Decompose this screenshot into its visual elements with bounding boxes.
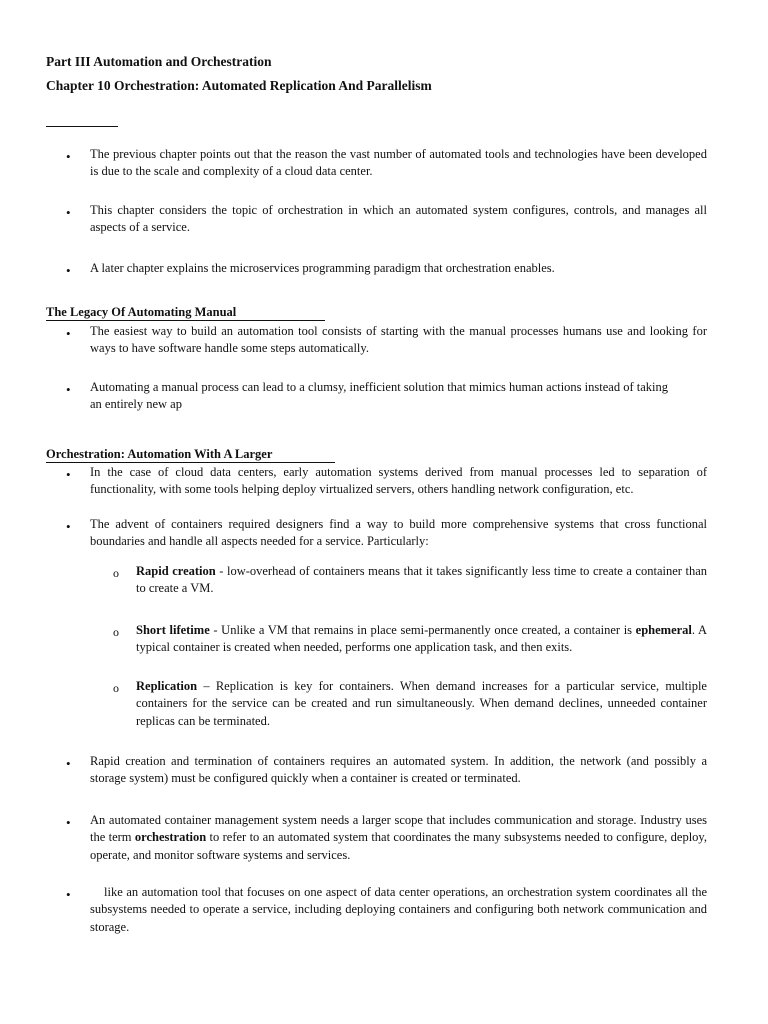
sub-bullet-text: - Unlike a VM that remains in place semi-permanently once created, a container is	[209, 623, 636, 637]
term-replication: Replication	[136, 679, 198, 693]
part-title: Part III Automation and Orchestration	[46, 54, 272, 69]
legacy-bullet-1: The easiest way to build an automation tool consists of starting with the manual processes humans use and looking for ways to have software handle some steps automatically.	[90, 324, 707, 356]
sub-bullet-replication	[136, 678, 707, 730]
sub-bullet-text: - low-overhead of containers means that it takes significantly less time to create a container than to create a VM.	[136, 564, 707, 596]
sub-bullet-text: – Replication is key for containers. When demand increases for a particular service, multiple containers for the service can be created and run simultaneously. When demand declines, unneeded container replicas can be terminated.	[136, 679, 707, 728]
term-ephemeral: ephemeral	[635, 623, 692, 637]
sub-bullet-rapid-creation	[136, 563, 707, 598]
bullet-marker: •	[66, 815, 71, 830]
intro-bullet-1: The previous chapter points out that the reason the vast number of automated tools and technologies have been developed is due to the scale and complexity of a cloud data center.	[90, 147, 707, 179]
orchestration-bullet-2: The advent of containers required designers find a way to build more comprehensive systems that cross functional boundaries and handle all aspects needed for a service. Particularly:	[90, 517, 707, 549]
orchestration-bullet-4	[90, 812, 707, 864]
bullet-text: An automated container management system needs a larger scope that includes communication and storage. Industry uses the term	[90, 813, 707, 845]
bullet-text: like an automation tool that focuses on one aspect of data center operations, an orchestration system coordinates all the subsystems needed to operate a service, including deploying containers and configuring both network communication and storage.	[90, 885, 707, 934]
bullet-marker: •	[66, 467, 71, 482]
bullet-marker: •	[66, 756, 71, 771]
section-heading-orchestration: Orchestration: Automation With A Larger	[46, 447, 273, 461]
bullet-marker: •	[66, 382, 71, 397]
orchestration-bullet-3: Rapid creation and termination of containers requires an automated system. In addition, the network (and possibly a storage system) must be configured quickly when a container is created or terminated.	[90, 754, 707, 786]
bullet-marker: •	[66, 263, 71, 278]
heading-underline	[46, 320, 325, 321]
bullet-marker: •	[66, 326, 71, 341]
orchestration-bullet-1: In the case of cloud data centers, early automation systems derived from manual processes led to separation of functionality, with some tools helping deploy virtualized servers, others handling network configuration, etc.	[90, 465, 707, 497]
sub-bullet-text: . A typical container is created when needed, performs one application task, and then exits.	[136, 623, 707, 655]
bullet-marker: •	[66, 887, 71, 902]
term-rapid-creation: Rapid creation	[136, 564, 216, 578]
intro-bullet-2: This chapter considers the topic of orchestration in which an automated system configures, controls, and manages all aspects of a service.	[90, 203, 707, 235]
intro-bullet-3: A later chapter explains the microservices programming paradigm that orchestration enables.	[90, 261, 555, 275]
legacy-bullet-2: Automating a manual process can lead to a clumsy, inefficient solution that mimics human actions instead of taking an entirely new ap	[90, 380, 668, 412]
term-orchestration: orchestration	[134, 830, 207, 845]
orchestration-bullet-5	[90, 884, 707, 936]
sub-bullet-marker: o	[113, 625, 119, 639]
term-short-lifetime: Short lifetime	[136, 623, 210, 637]
bullet-text: to refer to an automated system that coordinates the many subsystems needed to configure, deploy, operate, and monitor software systems and services.	[90, 830, 707, 862]
section-heading-legacy: The Legacy Of Automating Manual	[46, 305, 237, 319]
chapter-title: Chapter 10 Orchestration: Automated Replication And Parallelism	[46, 78, 432, 93]
bullet-marker: •	[66, 149, 71, 164]
bullet-marker: •	[66, 205, 71, 220]
bullet-marker: •	[66, 519, 71, 534]
title-rule	[46, 126, 118, 127]
heading-underline	[46, 462, 335, 463]
sub-bullet-marker: o	[113, 566, 119, 580]
sub-bullet-short-lifetime	[136, 622, 707, 657]
sub-bullet-marker: o	[113, 681, 119, 695]
